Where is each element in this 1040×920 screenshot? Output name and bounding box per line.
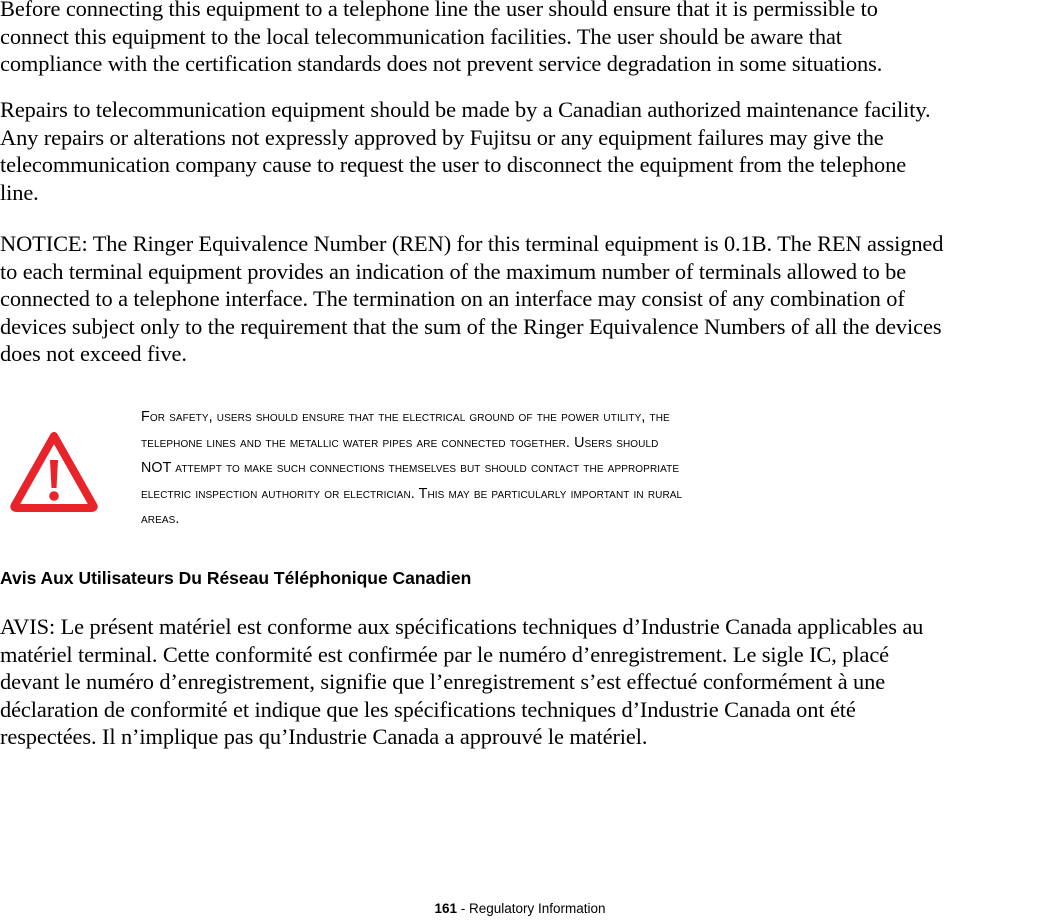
text-line: connected to a telephone interface. The termination on an interface may consist of any combination of: [0, 286, 905, 311]
safety-warning-text: [141, 405, 1031, 533]
text-line: to each terminal equipment provides an indication of the maximum number of terminals allowed to be: [0, 258, 907, 284]
text-line: connect this equipment to the local telecommunication facilities. The user should be aware that: [0, 23, 842, 49]
paragraph-line-connection: [0, 0, 1040, 78]
text-line: telecommunication company cause to request the user to disconnect the equipment from the telephone: [0, 152, 907, 177]
text-line: Any repairs or alterations not expressly approved by Fujitsu or any equipment failures may give the: [0, 124, 884, 150]
safety-warning-box: [0, 400, 1040, 540]
text-line: matériel terminal. Cette conformité est confirmée par le numéro d’enregistrement. Le sigle IC, placé: [0, 641, 889, 667]
text-line: AVIS: Le présent matériel est conforme aux spécifications techniques d’Industrie Canada applicables au: [0, 614, 924, 639]
paragraph-ren-notice: [0, 230, 1040, 368]
page-footer: [0, 900, 1040, 918]
paragraph-repairs: [0, 96, 1040, 206]
text-line: respectées. Il n’implique pas qu’Industrie Canada a approuvé le matériel.: [0, 724, 648, 749]
text-line: Before connecting this equipment to a telephone line the user should ensure that it is permissible to: [0, 0, 878, 21]
text-line: does not exceed five.: [0, 341, 187, 366]
text-line: areas.: [141, 511, 180, 527]
text-line: line.: [0, 179, 39, 205]
text-line: NOTICE: The Ringer Equivalence Number (REN) for this terminal equipment is 0.1B. The REN assigned: [0, 231, 944, 256]
text-line: telephone lines and the metallic water pipes are connected together. Users should: [141, 434, 659, 451]
text-line: NOT attempt to make such connections themselves but should contact the appropriate: [141, 460, 680, 476]
footer-section-name: Regulatory Information: [468, 901, 606, 916]
text-line: devant le numéro d’enregistrement, signifie que l’enregistrement s’est effectué conformément à une: [0, 669, 886, 694]
text-line: Repairs to telecommunication equipment should be made by a Canadian authorized maintenance facility.: [0, 97, 931, 122]
text-line: devices subject only to the requirement that the sum of the Ringer Equivalence Numbers of all the devices: [0, 313, 942, 339]
warning-triangle-icon: [10, 430, 98, 512]
text-line: déclaration de conformité et indique que les spécifications techniques d’Industrie Canada ont été: [0, 696, 856, 722]
text-line: compliance with the certification standards does not prevent service degradation in some situations.: [0, 51, 883, 76]
page-number: 161: [434, 901, 457, 916]
paragraph-avis: [0, 613, 1040, 751]
section-heading: Avis Aux Utilisateurs Du Réseau Téléphonique Canadien: [0, 568, 472, 588]
text-line: electric inspection authority or electrician. This may be particularly important in rural: [141, 485, 683, 502]
text-line: For safety, users should ensure that the electrical ground of the power utility, the: [141, 409, 670, 425]
footer-separator: -: [456, 901, 469, 916]
